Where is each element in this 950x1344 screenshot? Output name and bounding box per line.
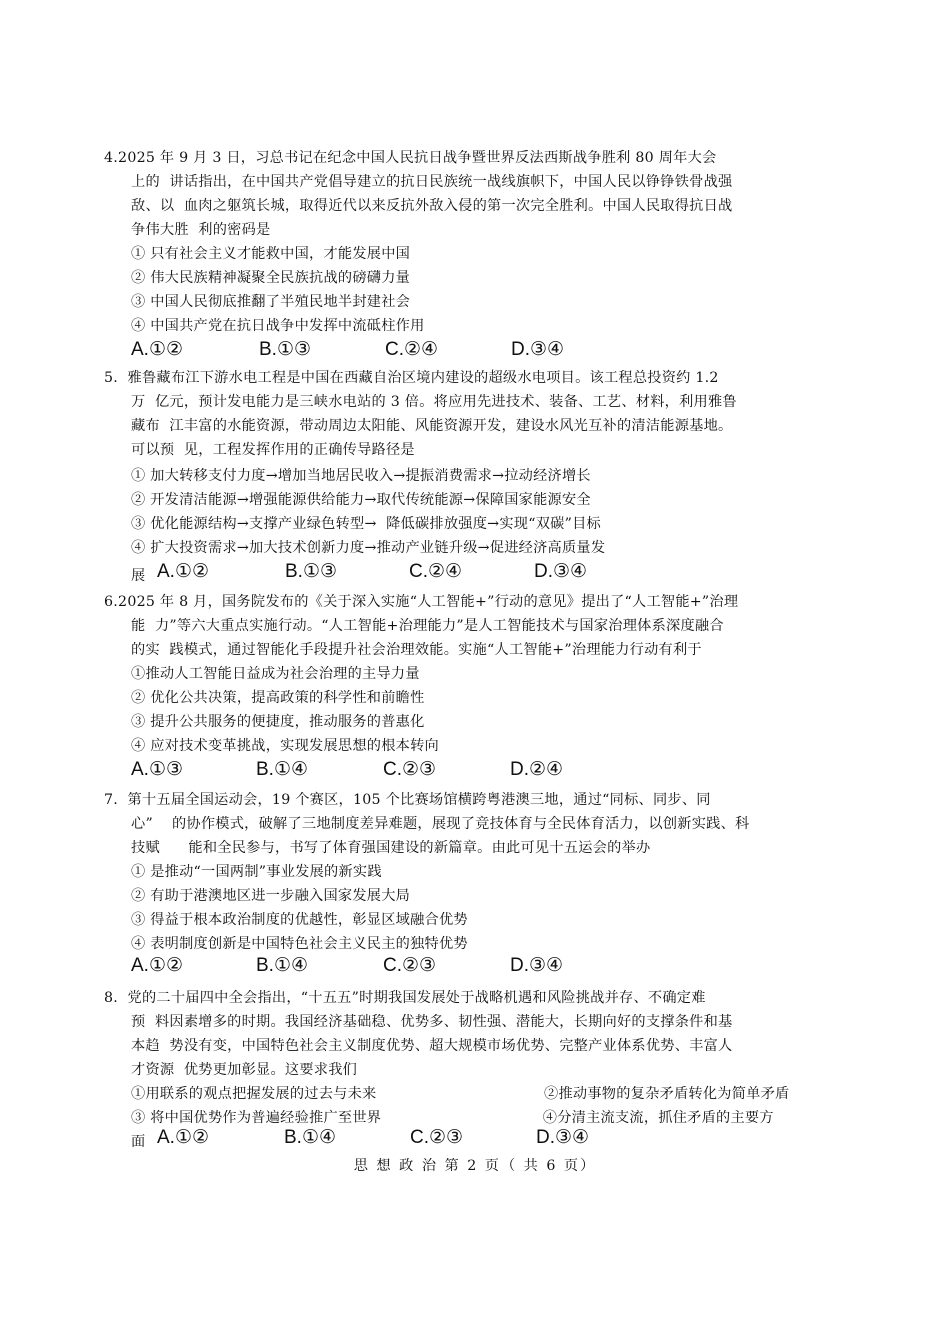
choice-a: A.①②: [157, 561, 210, 582]
question-7-option-3: ③ 得益于根本政治制度的优越性，彰显区域融合优势: [131, 912, 468, 928]
question-7-choices: [131, 955, 611, 977]
question-8-option-2: ②推动事物的复杂矛盾转化为简单矛盾: [544, 1086, 790, 1102]
continued-text: 面: [131, 1134, 146, 1150]
question-7-stem-line: 心” 的协作模式，破解了三地制度差异难题，展现了竞技体育与全民体育活力，以创新实践、科: [131, 816, 750, 832]
question-6-option-3: ③ 提升公共服务的便捷度，推动服务的普惠化: [131, 714, 425, 730]
choice-b: B.①③: [259, 339, 312, 360]
question-6-option-2: ② 优化公共决策，提高政策的科学性和前瞻性: [131, 690, 425, 706]
choice-d: D.③④: [511, 339, 565, 360]
question-8-stem-line: 8. 党的二十届四中全会指出，“十五五”时期我国发展处于战略机遇和风险挑战并存、不确定难: [104, 990, 706, 1006]
question-4-option-4: ④ 中国共产党在抗日战争中发挥中流砥柱作用: [131, 318, 425, 334]
choice-c: C.②③: [410, 1127, 464, 1148]
choice-b: B.①④: [256, 955, 309, 976]
question-7-option-1: ① 是推动“一国两制”事业发展的新实践: [131, 864, 382, 880]
question-4-option-2: ② 伟大民族精神凝聚全民族抗战的磅礴力量: [131, 270, 411, 286]
question-4-option-3: ③ 中国人民彻底推翻了半殖民地半封建社会: [131, 294, 411, 310]
question-6-stem-line: 的实 践模式，通过智能化手段提升社会治理效能。实施“人工智能+”治理能力行动有利于: [131, 642, 702, 658]
question-5-stem-line: 万 亿元，预计发电能力是三峡水电站的 3 倍。将应用先进技术、装备、工艺、材料，利用雅鲁: [131, 394, 737, 410]
question-6-stem-line: 能 力”等六大重点实施行动。“人工智能+治理能力”是人工智能技术与国家治理体系深度融合: [131, 618, 724, 634]
question-8-option-3: ③ 将中国优势作为普遍经验推广至世界: [131, 1110, 382, 1126]
question-5-choices: [131, 561, 631, 583]
question-5-stem-line: 5. 雅鲁藏布江下游水电工程是中国在西藏自治区境内建设的超级水电项目。该工程总投资约 1.2: [104, 370, 719, 386]
question-5-option-2: ② 开发清洁能源→增强能源供给能力→取代传统能源→保障国家能源安全: [131, 492, 591, 508]
question-5-option-4: ④ 扩大投资需求→加大技术创新力度→推动产业链升级→促进经济高质量发: [131, 540, 606, 556]
question-7-stem-line: 7. 第十五届全国运动会，19 个赛区，105 个比赛场馆横跨粤港澳三地，通过“同标、同步、同: [104, 792, 711, 808]
choice-d: D.③④: [534, 561, 588, 582]
question-7-option-4: ④ 表明制度创新是中国特色社会主义民主的独特优势: [131, 936, 468, 952]
question-5-stem-line: 藏布 江丰富的水能资源，带动周边太阳能、风能资源开发，建设水风光互补的清洁能源基地。: [131, 418, 733, 434]
question-8-stem-line: 预 料因素增多的时期。我国经济基础稳、优势多、韧性强、潜能大，长期向好的支撑条件和基: [131, 1014, 733, 1030]
continued-text: 展: [131, 568, 146, 584]
choice-b: B.①③: [285, 561, 338, 582]
question-8-stem-line: 才资源 优势更加彰显。这要求我们: [131, 1062, 358, 1078]
choice-c: C.②③: [383, 759, 437, 780]
choice-a: A.①②: [157, 1127, 210, 1148]
question-8-option-4: ④分清主流支流，抓住矛盾的主要方: [538, 1110, 774, 1126]
question-4-stem-line: 4.2025 年 9 月 3 日，习总书记在纪念中国人民抗日战争暨世界反法西斯战争胜利 80 周年大会: [104, 150, 717, 166]
choice-b: B.①④: [284, 1127, 337, 1148]
question-7-stem-line: 技赋 能和全民参与，书写了体育强国建设的新篇章。由此可见十五运会的举办: [131, 840, 651, 856]
question-6-option-4: ④ 应对技术变革挑战，实现发展思想的根本转向: [131, 738, 439, 754]
choice-a: A.①②: [131, 955, 184, 976]
question-6-option-1: ①推动人工智能日益成为社会治理的主导力量: [131, 666, 420, 682]
choice-a: A.①③: [131, 759, 184, 780]
question-6-stem-line: 6.2025 年 8 月，国务院发布的《关于深入实施“人工智能+”行动的意见》提出了“人工智能+”治理: [104, 594, 739, 610]
question-4-stem-line: 敌、以 血肉之躯筑长城，取得近代以来反抗外敌入侵的第一次完全胜利。中国人民取得抗日战: [131, 198, 733, 214]
choice-c: C.②③: [383, 955, 437, 976]
question-8-option-1: ①用联系的观点把握发展的过去与未来: [131, 1086, 377, 1102]
choice-c: C.②④: [385, 339, 439, 360]
question-4-stem-line: 上的 讲话指出，在中国共产党倡导建立的抗日民族统一战线旗帜下，中国人民以铮铮铁骨战强: [131, 174, 733, 190]
choice-d: D.②④: [510, 759, 564, 780]
choice-d: D.③④: [536, 1127, 590, 1148]
question-5-stem-line: 可以预 见，工程发挥作用的正确传导路径是: [131, 442, 415, 458]
choice-b: B.①④: [256, 759, 309, 780]
question-4-choices: [131, 339, 611, 361]
question-7-option-2: ② 有助于港澳地区进一步融入国家发展大局: [131, 888, 411, 904]
question-8-choices: [131, 1127, 631, 1149]
question-6-choices: [131, 759, 611, 781]
choice-a: A.①②: [131, 339, 184, 360]
question-4-option-1: ① 只有社会主义才能救中国，才能发展中国: [131, 246, 411, 262]
question-5-option-1: ① 加大转移支付力度→增加当地居民收入→提振消费需求→拉动经济增长: [131, 468, 591, 484]
page-footer: 思 想 政 治 第 2 页（ 共 6 页）: [353, 1158, 597, 1174]
question-5-option-3: ③ 优化能源结构→支撑产业绿色转型→ 降低碳排放强度→实现“双碳”目标: [131, 516, 601, 532]
choice-d: D.③④: [510, 955, 564, 976]
choice-c: C.②④: [409, 561, 463, 582]
question-4-stem-line: 争伟大胜 利的密码是: [131, 222, 271, 238]
question-8-stem-line: 本趋 势没有变，中国特色社会主义制度优势、超大规模市场优势、完整产业体系优势、丰富人: [131, 1038, 733, 1054]
